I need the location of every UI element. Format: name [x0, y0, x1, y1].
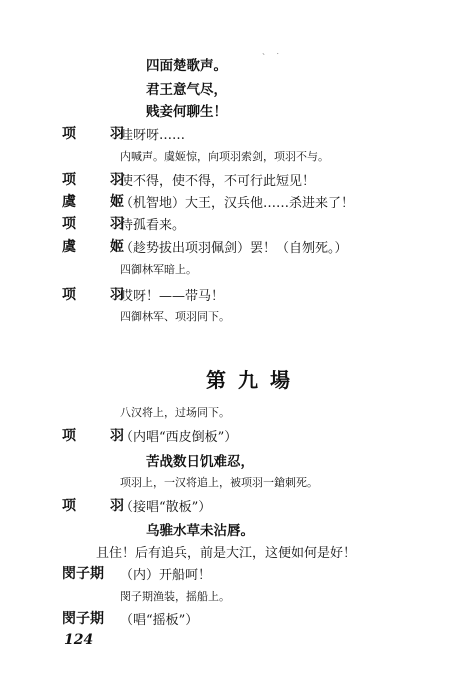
verse-line: 苦战数日饥难忍， — [146, 454, 254, 470]
top-mark: 、 ． — [262, 47, 287, 56]
verse-line: 四面楚歌声。 — [146, 58, 227, 74]
dialogue-line: 且住！后有追兵，前是大江，这便如何是好！ — [96, 546, 357, 561]
speaker-name: 项 羽 — [62, 428, 134, 444]
speaker-name: 项 羽 — [62, 172, 134, 188]
stage-direction: 八汉将上，过场同下。 — [120, 406, 230, 419]
dialogue-line: 哇呀呀…… — [120, 128, 186, 143]
stage-direction: 四御林军暗上。 — [120, 263, 197, 276]
dialogue-line: （趁势拔出项羽佩剑）罢！（自刎死。） — [120, 241, 348, 256]
verse-line: 君王意气尽， — [146, 82, 227, 98]
dialogue-line: 使不得，使不得，不可行此短见！ — [120, 174, 316, 189]
dialogue-line: 哎呀！——带马！ — [120, 289, 225, 304]
speaker-name: 项 羽 — [62, 498, 134, 514]
speaker-name: 閔子期 — [62, 566, 104, 582]
dialogue-line: （内）开船呵！ — [120, 568, 212, 583]
speaker-name: 项 羽 — [62, 287, 134, 303]
stage-direction: 閔子期渔装，摇船上。 — [120, 590, 230, 603]
dialogue-line: （唱“摇板”） — [120, 613, 199, 628]
stage-direction: 四御林军、项羽同下。 — [120, 310, 230, 323]
speaker-name: 虞 姬 — [62, 239, 134, 255]
speaker-name: 閔子期 — [62, 611, 104, 627]
scene-title: 第九場 — [206, 368, 302, 392]
stage-direction: 内喊声。虞姬惊，向项羽索剑，项羽不与。 — [120, 150, 329, 163]
verse-line: 贱妾何聊生！ — [146, 104, 227, 120]
speaker-name: 项 羽 — [62, 216, 134, 232]
page-number: 124 — [64, 632, 94, 648]
dialogue-line: （机智地）大王，汉兵他……杀进来了！ — [120, 196, 355, 211]
dialogue-line: （接唱“散板”） — [120, 500, 212, 515]
dialogue-line: 待孤看来。 — [120, 218, 186, 233]
speaker-name: 虞 姬 — [62, 194, 134, 210]
speaker-name: 项 羽 — [62, 126, 134, 142]
verse-line: 乌骓水草未沾唇。 — [146, 523, 254, 539]
dialogue-line: （内唱“西皮倒板”） — [120, 430, 238, 445]
stage-direction: 项羽上，一汉将追上，被项羽一鎗刺死。 — [120, 476, 318, 489]
